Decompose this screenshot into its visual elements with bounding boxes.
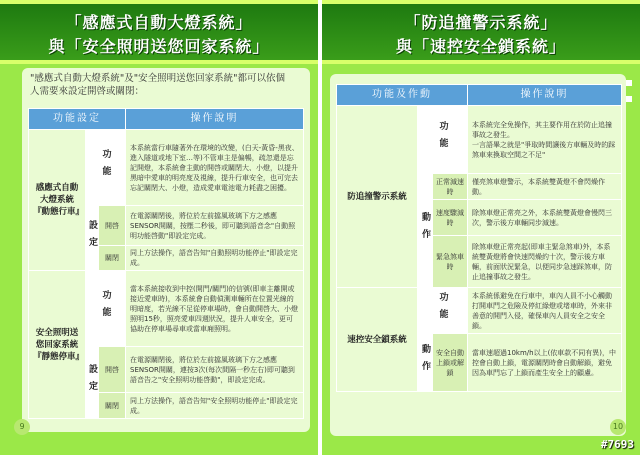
category-label: 功能: [86, 271, 126, 347]
description: 除煞車燈正常亮起(即車主緊急煞車)外，本系統雙黃燈將會快速閃燥約十次，警示後方車輛，前面狀況緊急，以便同步急速踩煞車，防止追撞事故之發生。: [468, 236, 622, 288]
right-page: [322, 0, 640, 455]
category-label: 功能: [418, 288, 468, 334]
category-label: 設定: [86, 347, 99, 419]
page-number: 9: [14, 419, 30, 435]
description: 當車速超過10km/h以上(依車款不同有異)，中控會自動上鎖，電源關閉時會自動解鎖，避免因為車門忘了上鎖而產生安全上的顧慮。: [468, 334, 622, 392]
page-number: 10: [610, 419, 626, 435]
description: 在電源關閉後，將位於左前擋風玻璃下方之感應SENSOR開關，按壓二秒後，即可聽到語音念"自動照明功能啓動"即設定完成。: [126, 206, 304, 246]
page-title-line1: 「防追撞警示系統」: [404, 13, 558, 32]
description: 本系統當行車隨著外在環境的改變，(白天-黃昏-黑夜、進入隧道或地下室…等)不管車主是偏暢，疏忽還是忘記開燈，本系統會主動的開啓或關閉大、小燈，以提升黑暗中愛車的明亮度及視線，提升行車安全，也可完去忘記關閉大、小燈，造成愛車電池電力耗盡之困擾。: [126, 130, 304, 206]
description: 本系統完全免操作，其主要作用在於防止追撞事故之發生。 一言語畢之就是"爭取時間讓後方車輛及時的踩煞車來換取空間之不足": [468, 106, 622, 174]
left-page: [0, 0, 318, 455]
sub-label: 速度驟減時: [433, 200, 468, 236]
category-label: 動作: [418, 334, 433, 392]
description: 除煞車燈正常亮之外，本系統雙黃燈會慢閃三次，警示後方車輛同步減速。: [468, 200, 622, 236]
functions-table: [336, 84, 622, 392]
category-label: 功能: [86, 130, 126, 206]
sub-label: 開啓: [99, 206, 126, 246]
page-title-line2: 與「安全照明送您回家系統」: [48, 37, 270, 56]
sub-label: 正常減速時: [433, 174, 468, 200]
sub-label: 關閉: [99, 393, 126, 419]
header-desc: 操作說明: [126, 109, 304, 130]
description: 當本系統接收到中控(開門/關門)的信號(即車主離開或接近愛車時)，本系統會自動偵測車輛所在位置光線的明暗度，若光線不足從停車場時，會自動開啓大、小燈照明15秒，照亮愛車四週狀況，提升人車安全，更可協助在停車場尋車或當車廂照明。: [126, 271, 304, 347]
category-label: 設定: [86, 206, 99, 271]
category-label: 動作: [418, 174, 433, 288]
system-name: 防追撞警示系統: [337, 106, 418, 288]
header-desc: 操作說明: [468, 85, 622, 106]
description: 在電源關閉後，將位於左前擋風玻璃下方之感應SENSOR開關，連按3次(每次間隔一秒左右)即可聽到語音告之"安全照明功能啓動"，即設定完成。: [126, 347, 304, 393]
decor-square: [626, 96, 632, 102]
settings-table: [28, 108, 304, 419]
title-band: [322, 4, 640, 60]
header-function: 功能及作動: [337, 85, 468, 106]
description: 本系統係避免在行車中，車內人員不小心觸動打開車門之危險及停紅綠燈或堵車時，外來非善意的開門入侵，確保車內人員安全之安全鎖。: [468, 288, 622, 334]
header-setting: 功能設定: [29, 109, 126, 130]
sub-label: 關閉: [99, 246, 126, 271]
decor-square: [626, 80, 632, 86]
description: 同上方法操作，語音告知"安全照明功能停止"即設定完成。: [126, 393, 304, 419]
description: 僅亮煞車燈警示，本系統雙黃燈不會閃燥作動。: [468, 174, 622, 200]
bottom-stripe: [0, 60, 318, 64]
system-name: 安全照明送您回家系統『靜態停車』: [29, 271, 86, 419]
page-title-line1: 「感應式自動大燈系統」: [65, 13, 253, 32]
description: 同上方法操作，語音告知"自動照明功能停止"即設定完成。: [126, 246, 304, 271]
intro-text: "感應式自動大燈系統"及"安全照明送您回家系統"都可以依個人需要來設定開啓或關閉：: [30, 73, 285, 97]
sub-label: 緊急煞車時: [433, 236, 468, 288]
title-band: [0, 4, 318, 60]
page-title-line2: 與「速控安全鎖系統」: [395, 37, 566, 56]
system-name: 速控安全鎖系統: [337, 288, 418, 392]
watermark-label: #7693: [600, 438, 634, 451]
bottom-stripe: [322, 60, 640, 64]
system-name: 感應式自動大燈系統『動態行車』: [29, 130, 86, 271]
category-label: 功能: [418, 106, 468, 174]
sub-label: 開啓: [99, 347, 126, 393]
sub-label: 安全自動上鎖或解鎖: [433, 334, 468, 392]
